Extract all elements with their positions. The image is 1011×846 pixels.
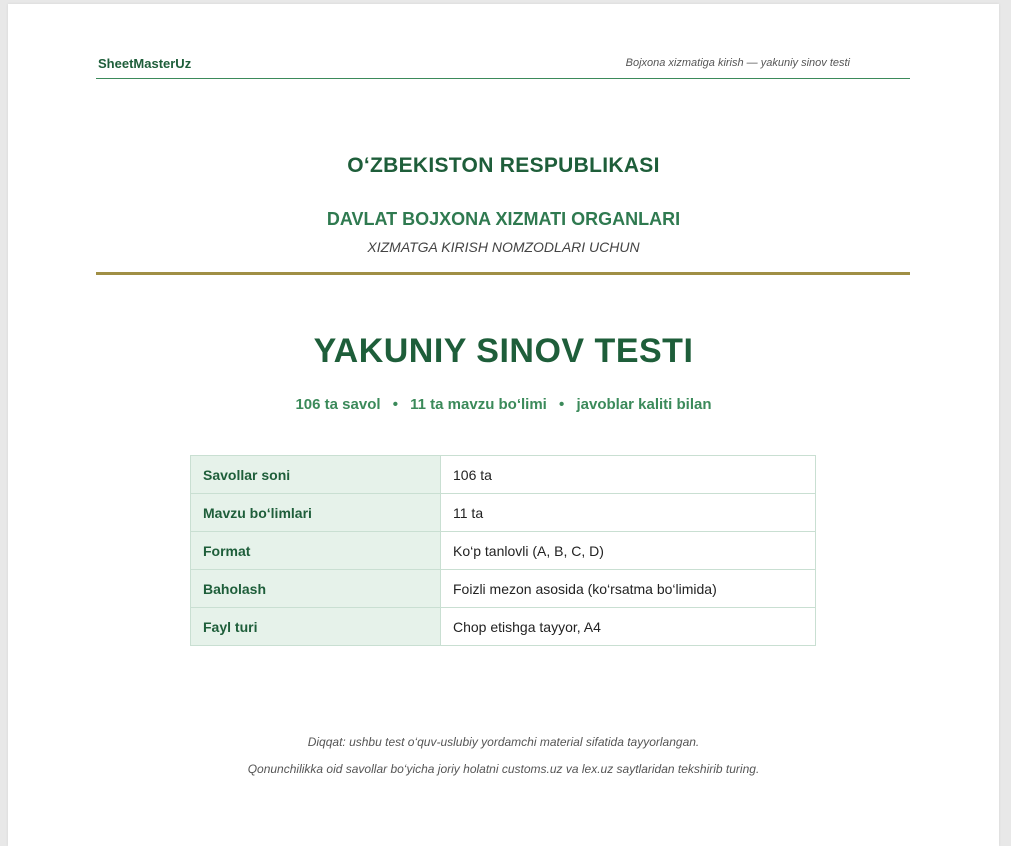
row-label: Fayl turi (191, 608, 441, 646)
running-title: Bojxona xizmatiga kirish — yakuniy sinov testi (625, 57, 850, 69)
subtitle-separator: • (392, 396, 398, 413)
subtitle-line (8, 396, 999, 413)
table-row (191, 570, 816, 608)
info-table (190, 455, 816, 646)
row-value: 11 ta (441, 494, 816, 532)
subtitle-question-count: 106 ta savol (295, 396, 381, 413)
agency-heading: DAVLAT BOJXONA XIZMATI ORGANLARI (326, 209, 681, 229)
row-value: Chop etishga tayyor, A4 (441, 608, 816, 646)
verification-note: Qonunchilikka oid savollar bo‘yicha joriy holatni customs.uz va lex.uz saytlaridan tekshirib turing. (247, 762, 760, 776)
table-row (191, 494, 816, 532)
table-row (191, 532, 816, 570)
subtitle-answer-key: javoblar kaliti bilan (576, 396, 712, 413)
gold-divider (96, 272, 910, 275)
disclaimer-note: Diqqat: ushbu test o‘quv-uslubiy yordamchi material sifatida tayyorlangan. (307, 735, 700, 749)
brand-name: SheetMasterUz (98, 56, 192, 71)
country-heading: O‘ZBEKISTON RESPUBLIKASI (347, 154, 660, 177)
row-value: 106 ta (441, 456, 816, 494)
subtitle-section-count: 11 ta mavzu bo‘limi (410, 396, 547, 413)
row-label: Savollar soni (191, 456, 441, 494)
row-value: Foizli mezon asosida (ko‘rsatma bo‘limida) (441, 570, 816, 608)
running-header (96, 56, 910, 79)
audience-subheading: XIZMATGA KIRISH NOMZODLARI UCHUN (367, 239, 640, 255)
row-value: Ko‘p tanlovli (A, B, C, D) (441, 532, 816, 570)
document-page (8, 4, 999, 846)
table-row (191, 456, 816, 494)
subtitle-separator: • (559, 396, 565, 413)
row-label: Baholash (191, 570, 441, 608)
page-title: YAKUNIY SINOV TESTI (313, 332, 694, 370)
table-row (191, 608, 816, 646)
row-label: Mavzu bo‘limlari (191, 494, 441, 532)
row-label: Format (191, 532, 441, 570)
